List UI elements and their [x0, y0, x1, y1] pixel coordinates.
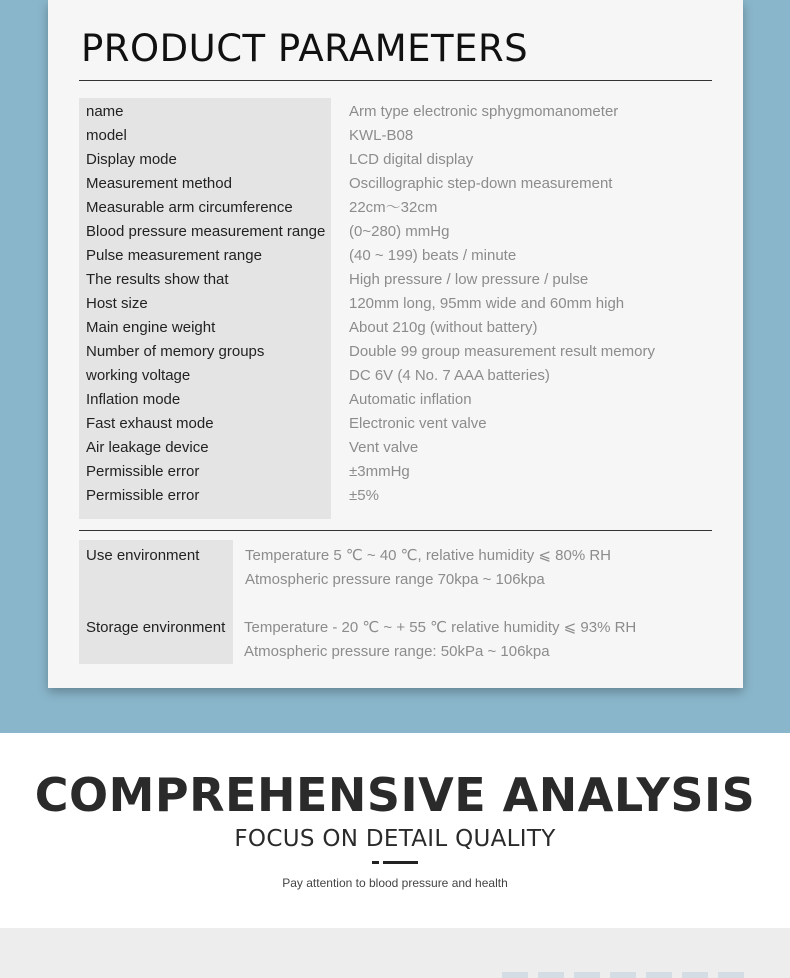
param-label: Blood pressure measurement range: [86, 223, 326, 240]
param-value: (40 ~ 199) beats / minute: [349, 247, 517, 264]
param-label: Inflation mode: [86, 391, 181, 408]
param-label: Permissible error: [86, 487, 200, 504]
param-label: Pulse measurement range: [86, 247, 262, 264]
param-value: Vent valve: [349, 439, 419, 456]
param-value: ±3mmHg: [349, 463, 410, 480]
table-row: [79, 292, 699, 316]
use-environment-label: Use environment: [86, 547, 200, 564]
section-subheadline: FOCUS ON DETAIL QUALITY: [234, 826, 556, 852]
table-row: [79, 364, 699, 388]
param-value: Double 99 group measurement result memory: [349, 343, 655, 360]
param-label: Display mode: [86, 151, 177, 168]
table-row: [79, 268, 699, 292]
param-label: Air leakage device: [86, 439, 209, 456]
param-value: 22cm～32cm: [349, 199, 438, 216]
param-value: Oscillographic step-down measurement: [349, 175, 613, 192]
partial-heading-decoration: [502, 972, 752, 978]
title-divider: [79, 80, 712, 81]
storage-environment-temperature: Temperature - 20 ℃ ~ + 55 ℃ relative humidity ⩽ 93% RH: [244, 619, 637, 636]
param-value: Electronic vent valve: [349, 415, 487, 432]
table-row: [79, 124, 699, 148]
page-title: PRODUCT PARAMETERS: [81, 27, 529, 70]
param-label: Measurement method: [86, 175, 232, 192]
section-tagline: Pay attention to blood pressure and health: [282, 876, 508, 890]
param-label: The results show that: [86, 271, 229, 288]
table-row: [79, 172, 699, 196]
table-row: [79, 460, 699, 484]
param-label: working voltage: [86, 367, 191, 384]
product-parameters-card: [48, 0, 743, 688]
table-row: [79, 196, 699, 220]
table-row: [79, 388, 699, 412]
use-environment-temperature: Temperature 5 ℃ ~ 40 ℃, relative humidity ⩽ 80% RH: [245, 547, 611, 564]
param-value: Automatic inflation: [349, 391, 472, 408]
table-divider: [79, 530, 712, 531]
param-label: Permissible error: [86, 463, 200, 480]
param-label: Measurable arm circumference: [86, 199, 293, 216]
table-row: [79, 316, 699, 340]
table-row: [79, 244, 699, 268]
table-row: [79, 436, 699, 460]
param-value: DC 6V (4 No. 7 AAA batteries): [349, 367, 550, 384]
param-label: Main engine weight: [86, 319, 216, 336]
param-value: 120mm long, 95mm wide and 60mm high: [349, 295, 625, 312]
bottom-background-band: [0, 928, 790, 978]
table-row: [79, 148, 699, 172]
accent-dash-short: [372, 861, 379, 864]
param-value: LCD digital display: [349, 151, 474, 168]
param-value: KWL-B08: [349, 127, 414, 144]
table-row: [79, 484, 699, 508]
param-label: Host size: [86, 295, 148, 312]
param-label: name: [86, 103, 124, 120]
param-label: model: [86, 127, 127, 144]
param-value: (0~280) mmHg: [349, 223, 450, 240]
param-label: Fast exhaust mode: [86, 415, 214, 432]
table-row: [79, 412, 699, 436]
table-row: [79, 340, 699, 364]
table-row: [79, 100, 699, 124]
accent-dash-long: [383, 861, 418, 864]
section-headline: COMPREHENSIVE ANALYSIS: [34, 768, 756, 822]
param-value: High pressure / low pressure / pulse: [349, 271, 589, 288]
table-row: [79, 220, 699, 244]
storage-environment-label: Storage environment: [86, 619, 226, 636]
param-value: ±5%: [349, 487, 379, 504]
storage-environment-pressure: Atmospheric pressure range: 50kPa ~ 106kpa: [244, 643, 550, 660]
param-label: Number of memory groups: [86, 343, 265, 360]
param-value: Arm type electronic sphygmomanometer: [349, 103, 619, 120]
param-value: About 210g (without battery): [349, 319, 538, 336]
use-environment-pressure: Atmospheric pressure range 70kpa ~ 106kpa: [245, 571, 545, 588]
